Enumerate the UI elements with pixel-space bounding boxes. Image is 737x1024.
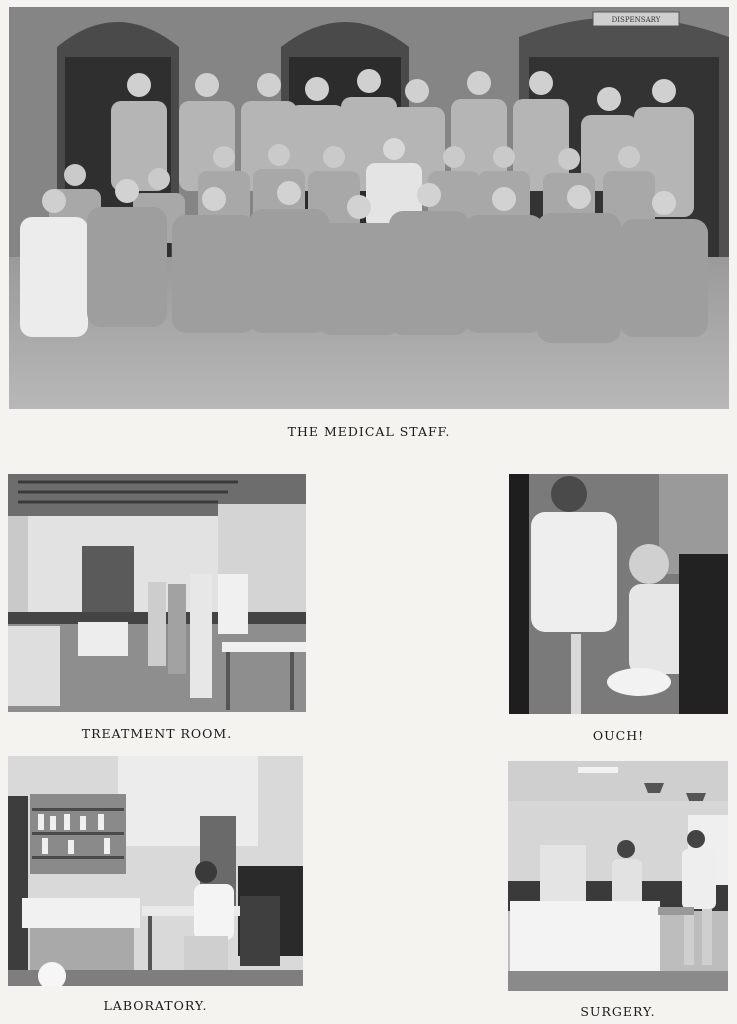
- dispensary-sign: DISPENSARY: [611, 16, 661, 24]
- surgery-photo: [508, 761, 728, 991]
- laboratory-photo: [8, 756, 303, 986]
- ouch-photo: [509, 474, 728, 714]
- caption-laboratory: LABORATORY.: [103, 998, 208, 1013]
- caption-ouch: OUCH!: [592, 728, 645, 743]
- medical-staff-photo: [9, 7, 729, 409]
- caption-treatment-room: TREATMENT ROOM.: [81, 726, 233, 741]
- caption-surgery: SURGERY.: [580, 1004, 656, 1019]
- caption-medical-staff: THE MEDICAL STAFF.: [287, 424, 451, 439]
- treatment-room-photo: [8, 474, 306, 712]
